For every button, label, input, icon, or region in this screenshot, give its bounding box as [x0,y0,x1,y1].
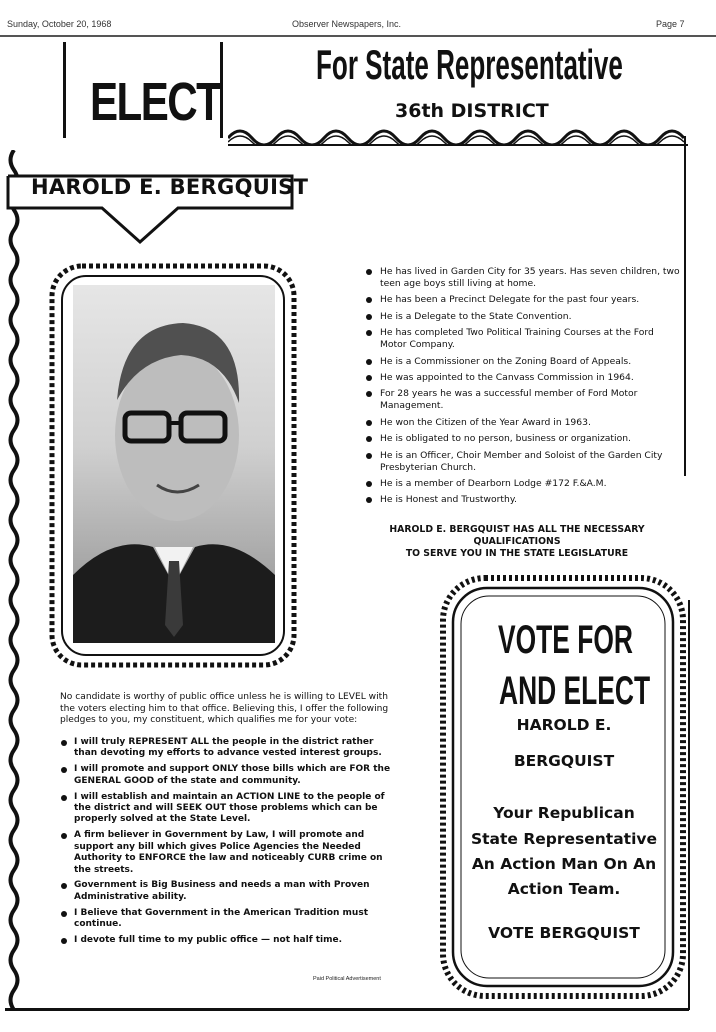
list-item: For 28 years he was a successful member of Ford Motor Management. [362,388,680,412]
frame-right-rule [684,136,690,476]
list-item: He is an Officer, Choir Member and Soloist of the Garden City Presbyterian Church. [362,450,680,474]
list-item: He is obligated to no person, business or organization. [362,433,680,445]
page-number: Page 7 [656,19,685,29]
frame-bottom-rule [5,1008,689,1011]
elect-heading: ELECT [90,72,221,132]
vote-cta: VOTE BERGQUIST [488,924,640,942]
list-item: He was appointed to the Canvass Commission in 1964. [362,372,680,384]
ad-title: For State Representative [316,41,623,88]
publisher-name: Observer Newspapers, Inc. [292,19,402,29]
candidate-portrait-image [73,285,275,643]
slogan-line-1: Your Republican [493,804,635,822]
list-item: He won the Citizen of the Year Award in 1963. [362,417,680,429]
header-rule [0,35,716,37]
qualifications-line-2: TO SERVE YOU IN THE STATE LEGISLATURE [405,548,629,559]
qualifications-statement [352,524,682,560]
paid-advertisement-notice: Paid Political Advertisement [313,976,381,982]
list-item: He has been a Precinct Delegate for the past four years. [362,294,680,306]
intro-paragraph: No candidate is worthy of public office unless he is willing to LEVEL with the voters electing him to that office. Believing this, I offer the following pledges to you, my constituent, which qualifies me for your vote: [60,692,389,726]
list-item: I devote full time to my public office — not half time. [60,935,395,946]
list-item: He has lived in Garden City for 35 years. Has seven children, two teen age boys still living at home. [362,266,680,290]
qualifications-line-1: HAROLD E. BERGQUIST HAS ALL THE NECESSARY QUALIFICATIONS [389,524,645,547]
vote-for-heading: VOTE FOR [498,618,633,662]
list-item: Government is Big Business and needs a man with Proven Administrative ability. [60,880,395,903]
pledge-list [60,737,395,951]
candidate-name-banner: HAROLD E. BERGQUIST [31,175,309,199]
list-item: A firm believer in Government by Law, I will promote and support any bill which gives Police Agencies the Needed Authority to ENFORCE the law and noticeably CURB crime on the streets. [60,830,395,876]
issue-date: Sunday, October 20, 1968 [7,19,112,29]
list-item: He is Honest and Trustworthy. [362,494,680,506]
slogan-line-4: Action Team. [507,880,621,898]
list-item: He is a Delegate to the State Convention. [362,311,680,323]
list-item: He is a member of Dearborn Lodge #172 F.&A.M. [362,478,680,490]
qualification-list [362,266,680,511]
list-item: He has completed Two Political Training Courses at the Ford Motor Company. [362,327,680,351]
list-item: I will truly REPRESENT ALL the people in the district rather than devoting my efforts to advance vested interest groups. [60,737,395,760]
list-item: He is a Commissioner on the Zoning Board of Appeals. [362,356,680,368]
district-label: 36th DISTRICT [395,100,549,122]
and-elect-heading: AND ELECT [499,669,651,713]
vote-name-line-1: HAROLD E. [516,716,612,734]
decorative-border-top [228,120,688,146]
list-item: I Believe that Government in the American Tradition must continue. [60,908,395,931]
list-item: I will promote and support ONLY those bills which are FOR the GENERAL GOOD of the state and community. [60,764,395,787]
slogan-line-3: An Action Man On An [471,855,657,873]
list-item: I will establish and maintain an ACTION LINE to the people of the district and will SEEK OUT those problems which can be properly solved at the State Level. [60,792,395,826]
candidate-photo [73,285,275,643]
decorative-border-left [5,150,23,1010]
vote-name-line-2: BERGQUIST [513,752,615,770]
slogan-line-2: State Representative [470,830,658,848]
